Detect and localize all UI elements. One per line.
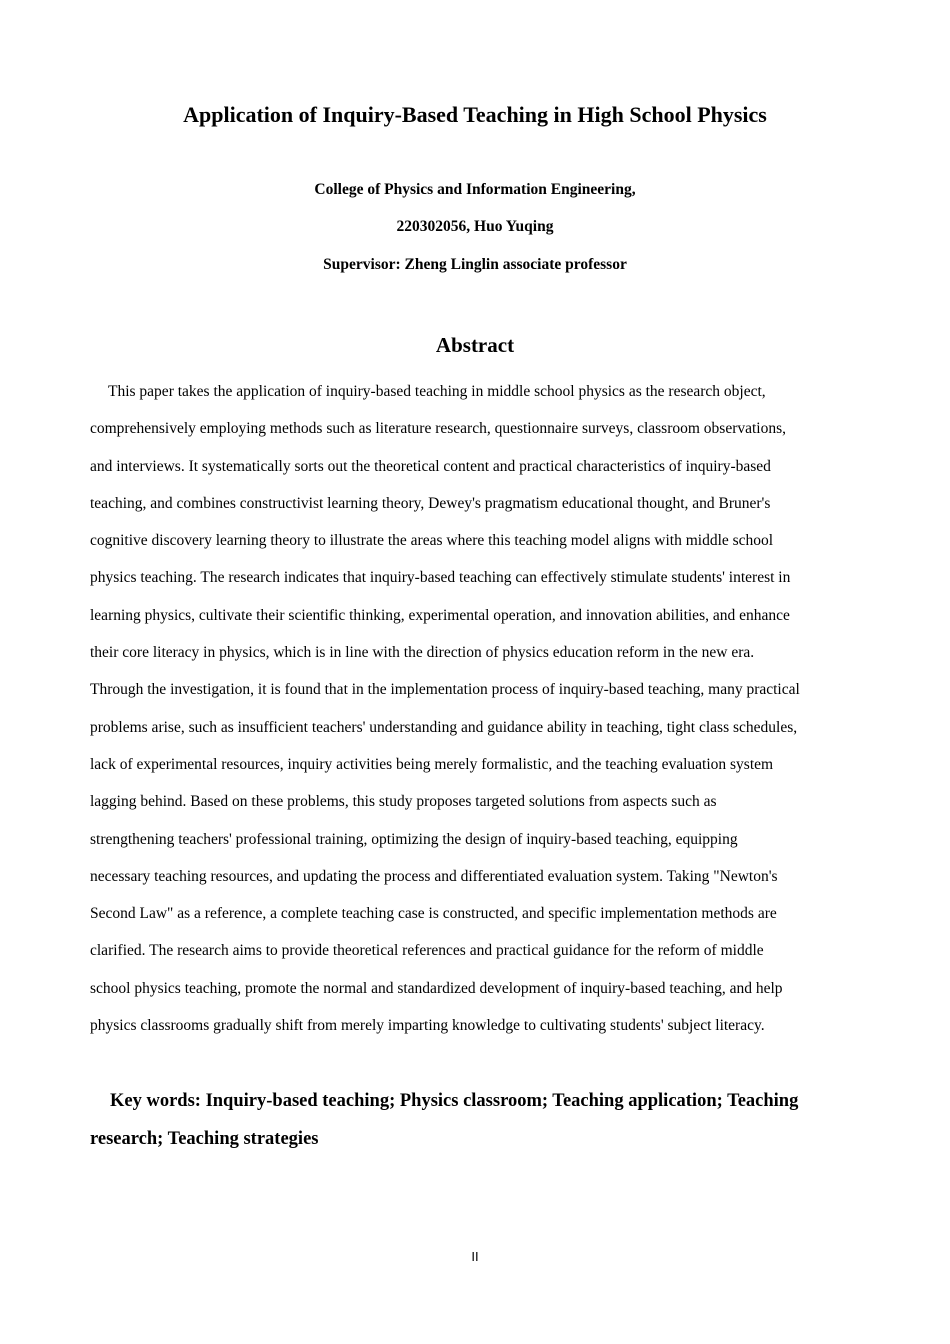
abstract-line: comprehensively employing methods such as literature research, questionnaire surveys, classroom observations, [90,420,787,438]
paper-title: Application of Inquiry-Based Teaching in High School Physics [183,102,767,127]
keywords-line: Key words: Inquiry-based teaching; Physics classroom; Teaching application; Teaching [110,1091,799,1111]
abstract-line: problems arise, such as insufficient teachers' understanding and guidance ability in teaching, tight class schedules, [90,718,798,736]
abstract-line: lack of experimental resources, inquiry activities being merely formalistic, and the teaching evaluation system [90,755,774,773]
abstract-line: teaching, and combines constructivist learning theory, Dewey's pragmatism educational thought, and Bruner's [90,494,771,512]
abstract-line: Through the investigation, it is found that in the implementation process of inquiry-based teaching, many practical [90,681,800,699]
abstract-line: lagging behind. Based on these problems, this study proposes targeted solutions from aspects such as [90,793,717,811]
abstract-line: necessary teaching resources, and updating the process and differentiated evaluation system. Taking "Newton's [90,867,778,885]
keywords [90,1082,870,1158]
keywords-line: research; Teaching strategies [90,1129,319,1149]
abstract-line: physics classrooms gradually shift from merely imparting knowledge to cultivating students' subject literacy. [90,1017,765,1035]
abstract-line: clarified. The research aims to provide theoretical references and practical guidance for the reform of middle [90,942,764,960]
page-number: II [471,1249,479,1264]
abstract-line: school physics teaching, promote the normal and standardized development of inquiry-based teaching, and help [90,979,783,997]
abstract-line: cognitive discovery learning theory to illustrate the areas where this teaching model aligns with middle school [90,532,774,550]
abstract-line: physics teaching. The research indicates that inquiry-based teaching can effectively stimulate students' interest in [90,569,791,587]
abstract-body [90,373,870,1044]
abstract-line: This paper takes the application of inquiry-based teaching in middle school physics as the research object, [108,383,766,400]
abstract-line: their core literacy in physics, which is in line with the direction of physics education reform in the new era. [90,644,755,662]
supervisor-line: Supervisor: Zheng Linglin associate professor [323,256,627,273]
college-line: College of Physics and Information Engineering, [314,181,636,198]
abstract-heading: Abstract [435,333,515,357]
abstract-line: and interviews. It systematically sorts out the theoretical content and practical characteristics of inquiry-based [90,457,771,475]
abstract-line: strengthening teachers' professional training, optimizing the design of inquiry-based teaching, equipping [90,830,738,848]
abstract-line: learning physics, cultivate their scientific thinking, experimental operation, and innovation abilities, and enhance [90,606,790,624]
abstract-line: Second Law" as a reference, a complete teaching case is constructed, and specific implementation methods are [90,905,777,923]
student-line: 220302056, Huo Yuqing [396,218,554,235]
